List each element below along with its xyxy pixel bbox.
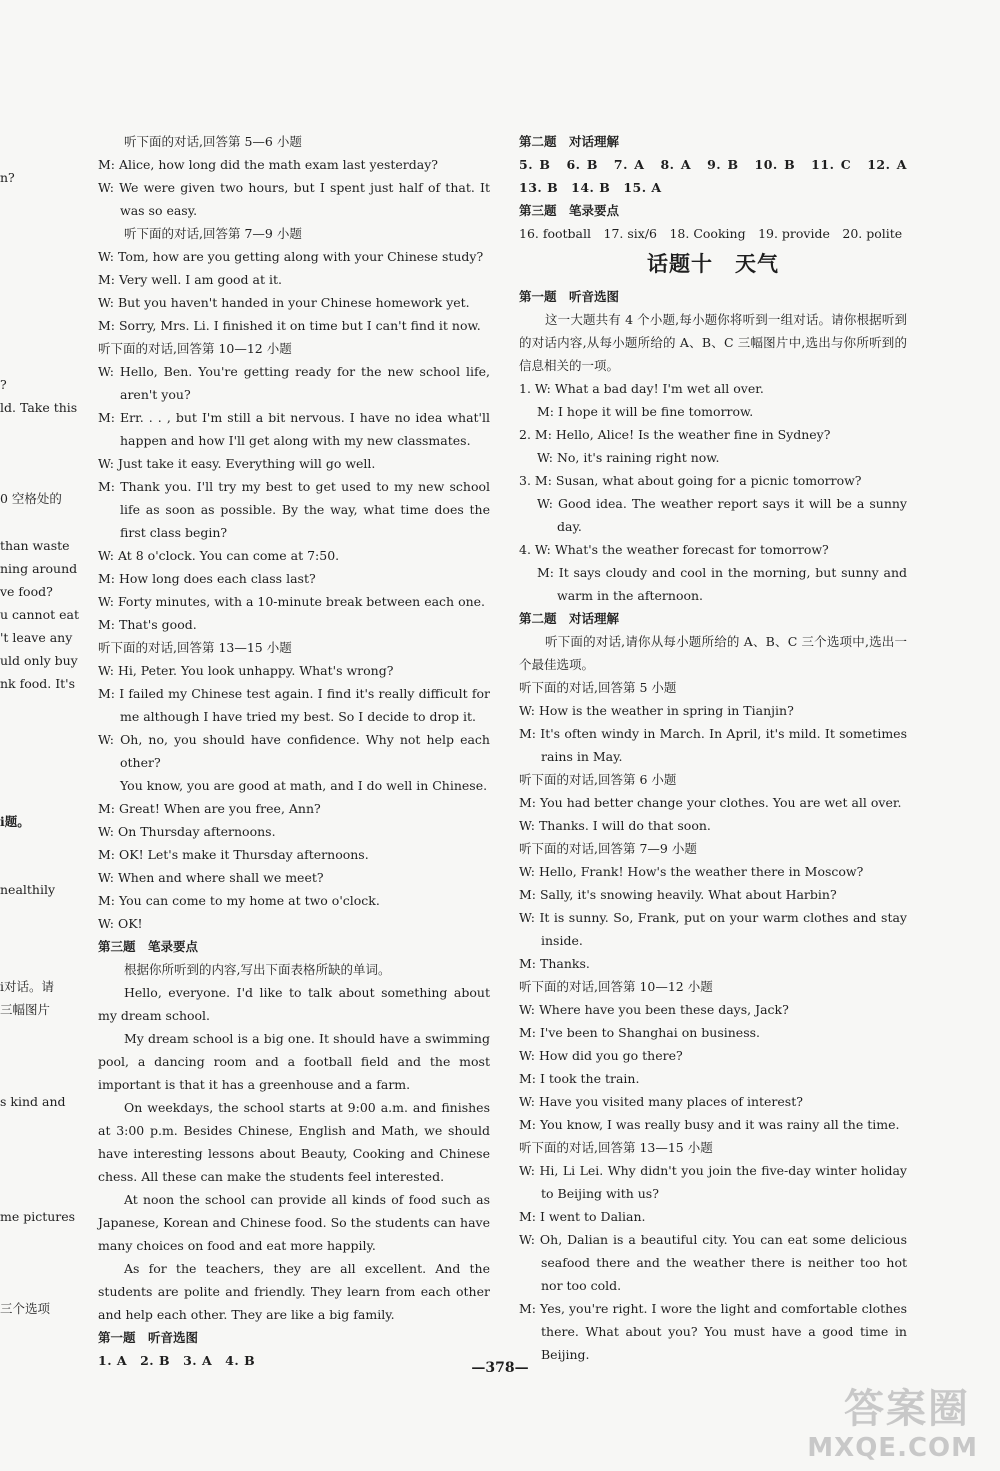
dialogue-line: M: I failed my Chinese test again. I find it's really difficult for me although I have tried my best. So I decide to drop it. — [98, 686, 490, 724]
paragraph: 听下面的对话,请你从每小题所给的 A、B、C 三个选项中,选出一个最佳选项。 — [519, 634, 907, 672]
section-heading: 第二题 对话理解 — [519, 134, 620, 149]
instruction-line: 听下面的对话,回答第 6 小题 — [519, 772, 677, 787]
fragment-line: ning around — [0, 561, 78, 576]
fragment-line: ? — [0, 377, 7, 392]
fragment-line: me pictures — [0, 1209, 76, 1224]
fragment-line: nealthily — [0, 882, 56, 897]
fragment-line: s kind and — [0, 1094, 66, 1109]
numbered-dialogue-reply: W: No, it's raining right now. — [537, 450, 720, 465]
dialogue-line: M: I took the train. — [519, 1071, 640, 1086]
dialogue-line: W: Where have you been these days, Jack? — [519, 1002, 789, 1017]
dialogue-line: W: How did you go there? — [519, 1048, 683, 1063]
instruction-line: 听下面的对话,回答第 13—15 小题 — [98, 640, 292, 655]
dialogue-line: M: Yes, you're right. I wore the light and comfortable clothes there. What about you? You must have a good time in Beijing. — [519, 1301, 907, 1362]
fragment-line: 't leave any — [0, 630, 73, 645]
section-heading: 第三题 笔录要点 — [98, 939, 199, 954]
dialogue-line: W: Thanks. I will do that soon. — [519, 818, 711, 833]
numbered-dialogue-line: 4. W: What's the weather forecast for tomorrow? — [519, 542, 829, 557]
dialogue-line: W: But you haven't handed in your Chinese homework yet. — [98, 295, 470, 310]
section-heading: 第一题 听音选图 — [98, 1330, 199, 1345]
section-heading: 第三题 笔录要点 — [519, 203, 620, 218]
fragment-line: uld only buy — [0, 653, 78, 668]
dialogue-line: W: How is the weather in spring in Tianjin? — [519, 703, 794, 718]
paragraph: As for the teachers, they are all excellent. And the students are polite and friendly. They learn from each other and help each other. They are like a big family. — [98, 1261, 490, 1322]
fragment-line: ve food? — [0, 584, 53, 599]
dialogue-line: W: Just take it easy. Everything will go well. — [98, 456, 376, 471]
paragraph: My dream school is a big one. It should have a swimming pool, a dancing room and a football field and the most important is that it has a greenhouse and a farm. — [98, 1031, 490, 1092]
answer-key: 16. football 17. six/6 18. Cooking 19. provide 20. polite — [519, 226, 903, 241]
fragment-line: i题。 — [0, 814, 30, 829]
dialogue-line: W: Forty minutes, with a 10-minute break between each one. — [98, 594, 486, 609]
dialogue-line: W: We were given two hours, but I spent just half of that. It was so easy. — [98, 180, 490, 218]
dialogue-line: W: Hi, Li Lei. Why didn't you join the five-day winter holiday to Beijing with us? — [519, 1163, 907, 1201]
paragraph: At noon the school can provide all kinds of food such as Japanese, Korean and Chinese food. So the students can have many choices on food and eat more happily. — [98, 1192, 490, 1253]
paragraph: 这一大题共有 4 个小题,每小题你将听到一组对话。请你根据听到的对话内容,从每小题所给的 A、B、C 三幅图片中,选出与你所听到的信息相关的一项。 — [519, 312, 907, 373]
fragment-line: ld. Take this — [0, 400, 78, 415]
dialogue-line: W: It is sunny. So, Frank, put on your warm clothes and stay inside. — [519, 910, 907, 948]
numbered-dialogue-reply: W: Good idea. The weather report says it will be a sunny day. — [537, 496, 907, 534]
dialogue-line: W: On Thursday afternoons. — [98, 824, 276, 839]
dialogue-line: M: I've been to Shanghai on business. — [519, 1025, 760, 1040]
dialogue-line: W: When and where shall we meet? — [98, 870, 324, 885]
topic-title: 话题十 天气 — [647, 252, 779, 276]
previous-column-fragment — [0, 0, 80, 1471]
dialogue-line: M: How long does each class last? — [98, 571, 316, 586]
dialogue-continuation: You know, you are good at math, and I do well in Chinese. — [120, 778, 488, 793]
dialogue-line: M: Very well. I am good at it. — [98, 272, 282, 287]
answer-key: 5. B 6. B 7. A 8. A 9. B 10. B 11. C 12. A 13. B 14. B 15. A — [519, 157, 921, 195]
watermark-logo — [740, 1367, 990, 1467]
dialogue-line: M: You had better change your clothes. You are wet all over. — [519, 795, 902, 810]
dialogue-line: M: Sally, it's snowing heavily. What about Harbin? — [519, 887, 837, 902]
dialogue-line: W: Hello, Ben. You're getting ready for the new school life, aren't you? — [98, 364, 490, 402]
numbered-dialogue-line: 1. W: What a bad day! I'm wet all over. — [519, 381, 764, 396]
dialogue-line: M: It's often windy in March. In April, it's mild. It sometimes rains in May. — [519, 726, 907, 764]
numbered-dialogue-reply: M: It says cloudy and cool in the morning, but sunny and warm in the afternoon. — [537, 565, 907, 603]
dialogue-line: M: OK! Let's make it Thursday afternoons. — [98, 847, 369, 862]
section-heading: 第二题 对话理解 — [519, 611, 620, 626]
numbered-dialogue-line: 3. M: Susan, what about going for a picnic tomorrow? — [519, 473, 862, 488]
dialogue-line: M: You know, I was really busy and it was rainy all the time. — [519, 1117, 900, 1132]
fragment-line: 三个选项 — [0, 1301, 51, 1316]
dialogue-line: W: Have you visited many places of interest? — [519, 1094, 803, 1109]
dialogue-line: M: Alice, how long did the math exam last yesterday? — [98, 157, 438, 172]
dialogue-line: M: I went to Dalian. — [519, 1209, 646, 1224]
paragraph: Hello, everyone. I'd like to talk about something about my dream school. — [98, 985, 490, 1023]
dialogue-line: W: Tom, how are you getting along with your Chinese study? — [98, 249, 484, 264]
instruction-line: 听下面的对话,回答第 7—9 小题 — [124, 226, 302, 241]
fragment-line: 0 空格处的 — [0, 491, 62, 506]
watermark-cn-text: 答案圈 — [844, 1386, 970, 1432]
dialogue-line: W: OK! — [98, 916, 143, 931]
numbered-dialogue-reply: M: I hope it will be fine tomorrow. — [537, 404, 754, 419]
instruction-line: 听下面的对话,回答第 5 小题 — [519, 680, 677, 695]
dialogue-line: M: You can come to my home at two o'clock. — [98, 893, 380, 908]
fragment-line: nk food. It's — [0, 676, 76, 691]
fragment-line: 三幅图片 — [0, 1002, 51, 1017]
fragment-line: u cannot eat — [0, 607, 79, 622]
dialogue-line: W: Oh, no, you should have confidence. Why not help each other? — [98, 732, 490, 770]
dialogue-line: M: Err. . . , but I'm still a bit nervous. I have no idea what'll happen and how I'll get along with my new classmates. — [98, 410, 490, 448]
page-number: —378— — [471, 1360, 529, 1376]
fragment-line: n? — [0, 170, 15, 185]
dialogue-line: M: Thank you. I'll try my best to get used to my new school life as soon as possible. By the way, what time does the first class begin? — [98, 479, 490, 540]
section-heading: 第一题 听音选图 — [519, 289, 620, 304]
dialogue-line: M: That's good. — [98, 617, 197, 632]
paragraph: 根据你所听到的内容,写出下面表格所缺的单词。 — [124, 962, 391, 977]
dialogue-line: M: Thanks. — [519, 956, 590, 971]
dialogue-line: M: Great! When are you free, Ann? — [98, 801, 321, 816]
instruction-line: 听下面的对话,回答第 10—12 小题 — [519, 979, 713, 994]
dialogue-line: W: Hi, Peter. You look unhappy. What's wrong? — [98, 663, 394, 678]
instruction-line: 听下面的对话,回答第 5—6 小题 — [124, 134, 302, 149]
dialogue-line: W: At 8 o'clock. You can come at 7:50. — [98, 548, 340, 563]
answer-key: 1. A 2. B 3. A 4. B — [98, 1353, 256, 1368]
middle-column — [98, 130, 490, 1372]
instruction-line: 听下面的对话,回答第 13—15 小题 — [519, 1140, 713, 1155]
watermark-en-text: MXQE.COM — [807, 1433, 978, 1463]
fragment-line: i对话。请 — [0, 979, 54, 994]
dialogue-line: W: Hello, Frank! How's the weather there in Moscow? — [519, 864, 864, 879]
right-column — [519, 130, 921, 1366]
numbered-dialogue-line: 2. M: Hello, Alice! Is the weather fine in Sydney? — [519, 427, 831, 442]
paragraph: On weekdays, the school starts at 9:00 a.m. and finishes at 3:00 p.m. Besides Chinese, English and Math, we should have interesting lessons about Beauty, Cooking and Chinese chess. All these can make the students feel interested. — [98, 1100, 490, 1184]
dialogue-line: M: Sorry, Mrs. Li. I finished it on time but I can't find it now. — [98, 318, 481, 333]
dialogue-line: W: Oh, Dalian is a beautiful city. You can eat some delicious seafood there and the weather there is neither too hot nor too cold. — [519, 1232, 907, 1293]
fragment-line: than waste — [0, 538, 70, 553]
instruction-line: 听下面的对话,回答第 10—12 小题 — [98, 341, 292, 356]
instruction-line: 听下面的对话,回答第 7—9 小题 — [519, 841, 697, 856]
